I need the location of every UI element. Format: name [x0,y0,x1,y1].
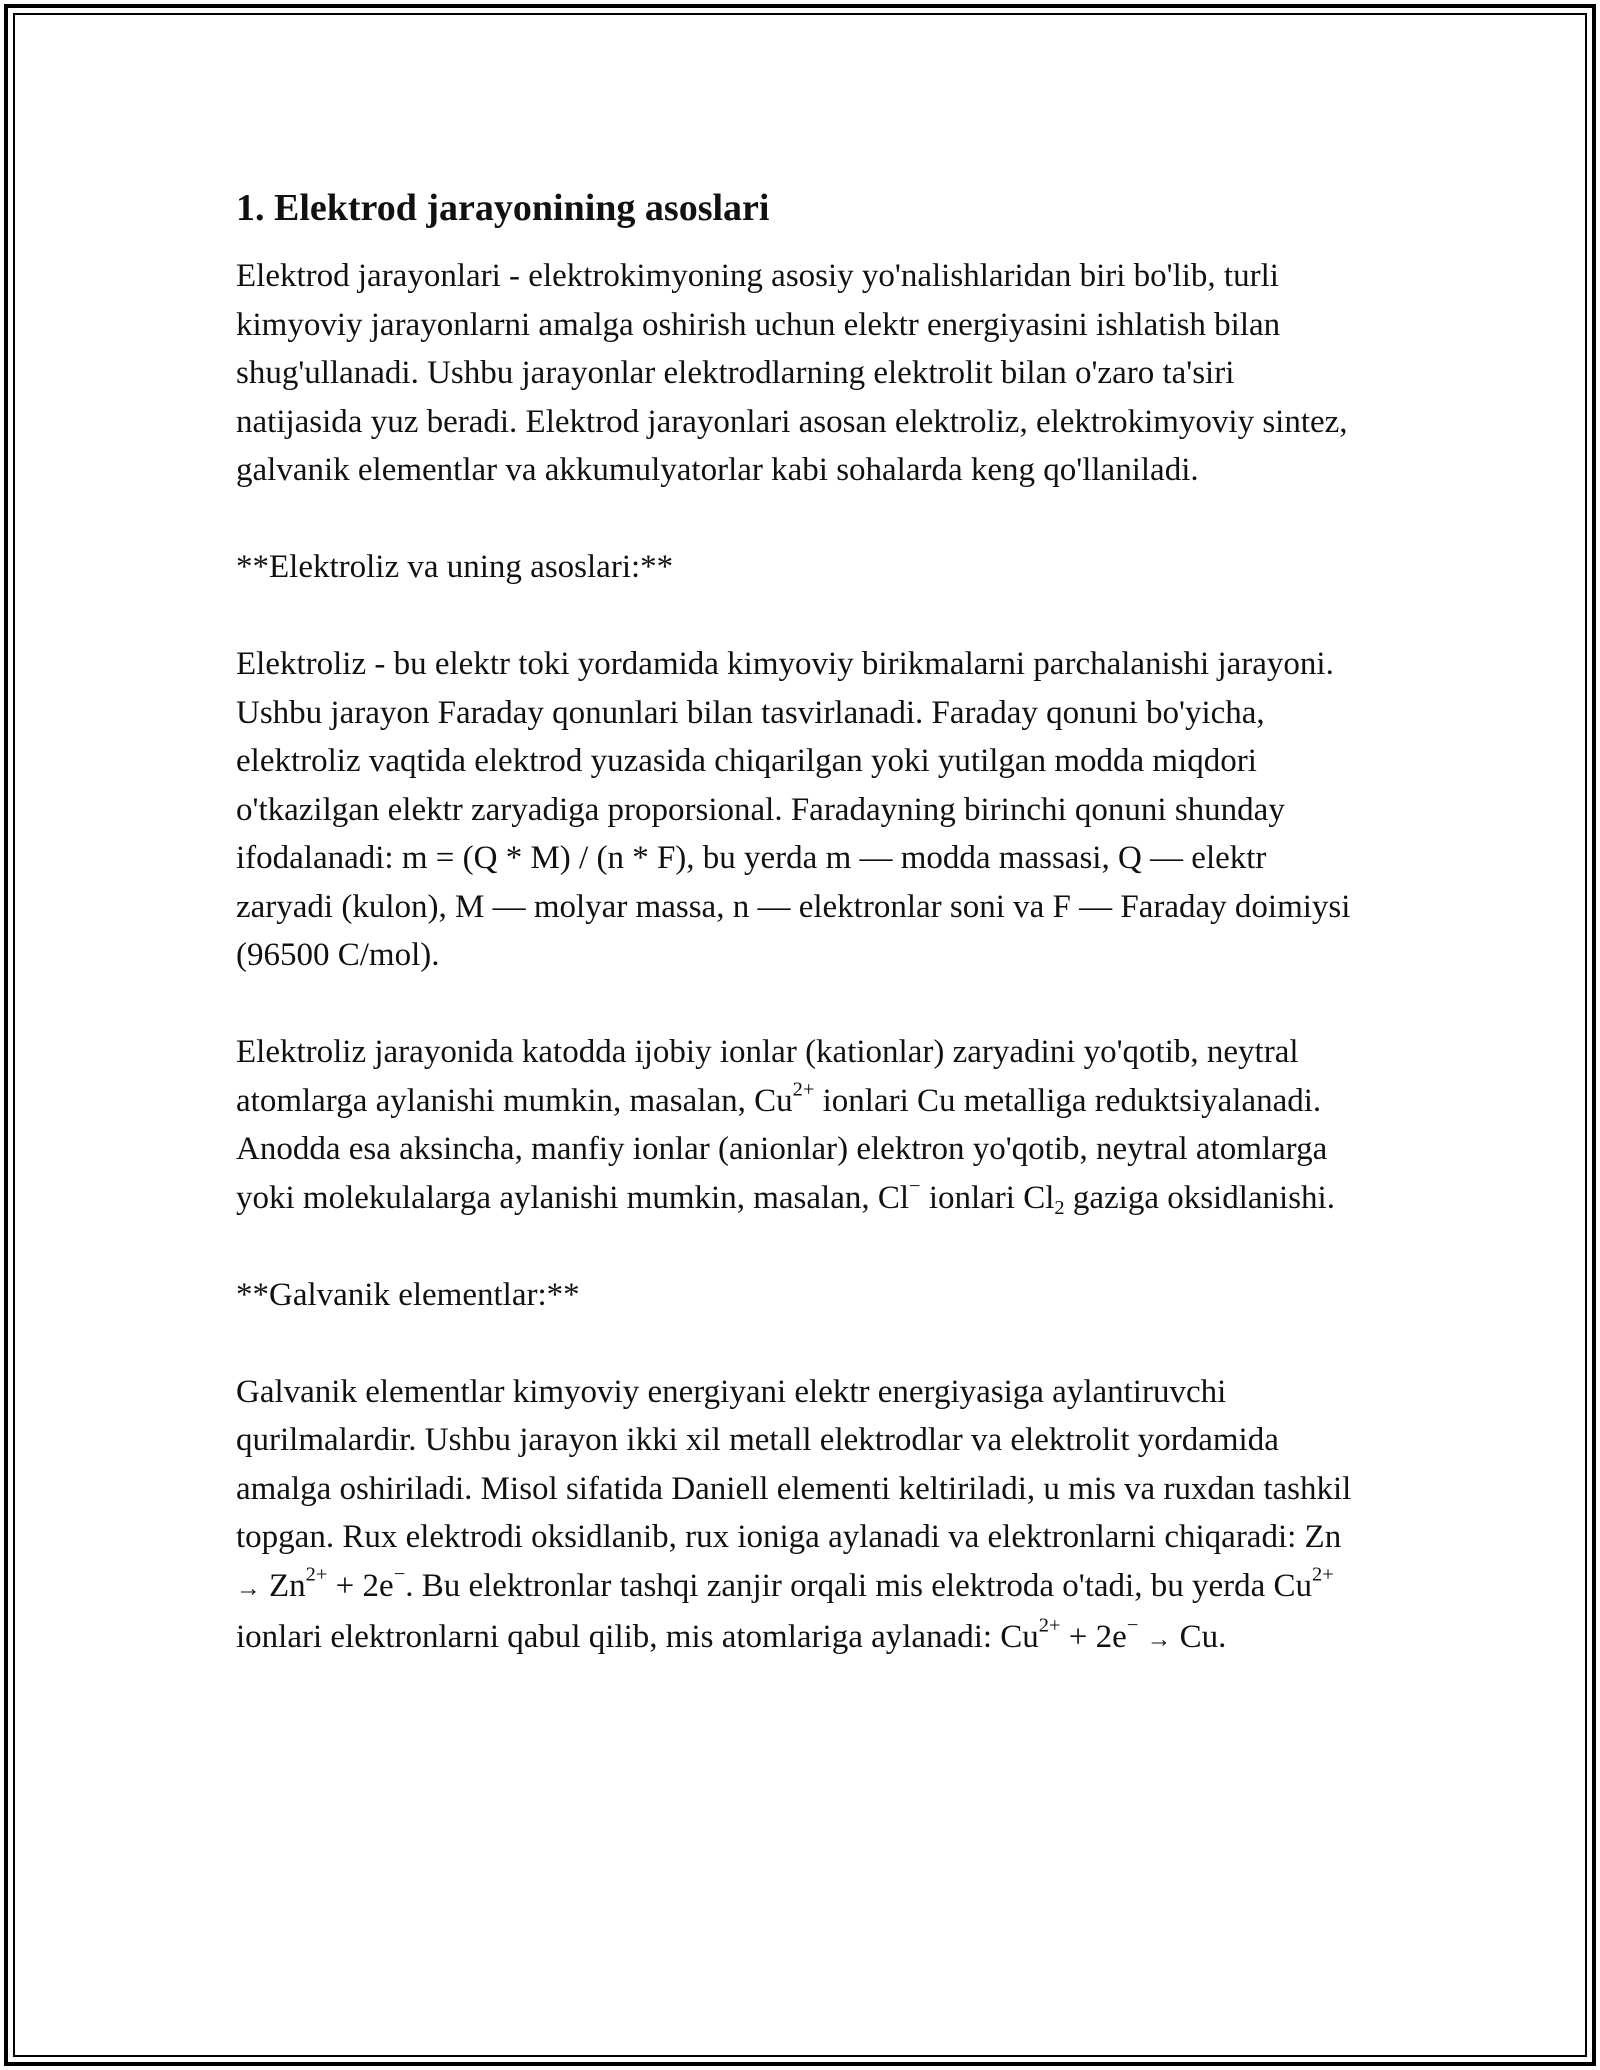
galvanic-subheading: **Galvanik elementlar:** [236,1276,580,1313]
intro-paragraph: Elektrod jarayonlari - elektrokimyoning asosiy yo'nalishlaridan biri bo'lib, turli kimyoviy jarayonlarni amalga oshirish uchun elektr energiyasini ishlatish bilan shug'ullanadi. Ushbu jarayonlar elektrodlarning elektrolit bilan o'zaro ta'siri natijasida yuz beradi. Elektrod jarayonlari asosan elektroliz, elektrokimyoviy sintez, galvanik elementlar va akkumulyatorlar kabi sohalarda keng qo'llaniladi. [236,258,1348,488]
text-run: gaziga oksidlanishi. [1064,1179,1335,1216]
charge-superscript: 2+ [792,1078,815,1101]
text-run: ionlari elektronlarni qabul qilib, mis atomlariga aylanadi: Cu [236,1619,1039,1655]
subscript: 2 [1054,1196,1065,1219]
text-run: ionlari Cl [920,1179,1055,1216]
text-run: . Bu elektronlar tashqi zanjir orqali mis elektroda o'tadi, bu yerda Cu [405,1567,1312,1604]
charge-superscript: − [1126,1614,1139,1637]
arrow-symbol: → [236,1574,261,1602]
text-run: ionlari Cu metalliga reduktsiyalanadi. Anodda esa aksincha, manfiy ionlar (anionlar) elektron yo'qotib, neytral atomlarga yoki molekulalarga aylanishi mumkin, masalan, Cl [236,1082,1328,1216]
text-run: Cu. [1171,1619,1227,1655]
electrolysis-subheading: **Elektroliz va uning asoslari:** [236,549,674,585]
text-run: Galvanik elementlar kimyoviy energiyani elektr energiyasiga aylantiruvchi qurilmalardir. Ushbu jarayon ikki xil metall elektrodlar va elektrolit yordamida amalga oshiriladi. Misol sifatida Daniell elementi keltiriladi, u mis va ruxdan tashkil topgan. Rux elektrodi oksidlanib, rux ioniga aylanadi va elektronlarni chiqaradi: Zn [236,1373,1352,1555]
section-heading: 1. Elektrod jarayonining asoslari [236,187,770,229]
charge-superscript: 2+ [1312,1563,1334,1586]
charge-superscript: 2+ [1038,1614,1061,1637]
electrode-reactions-paragraph [236,1028,1356,1222]
text-run: Elektroliz jarayonida katodda ijobiy ionlar (kationlar) zaryadini yo'qotib, neytral atomlarga aylanishi mumkin, masalan, Cu [236,1034,1299,1119]
galvanic-paragraph [236,1368,1356,1665]
faraday-paragraph: Elektroliz - bu elektr toki yordamida kimyoviy birikmalarni parchalanishi jarayoni. Ushbu jarayon Faraday qonunlari bilan tasvirlanadi. Faraday qonuni bo'yicha, elektroliz vaqtida elektrod yuzasida chiqarilgan yoki yutilgan modda miqdori o'tkazilgan elektr zaryadiga proporsional. Faradayning birinchi qonuni shunday ifodalanadi: m = (Q * M) / (n * F), bu yerda m — modda massasi, Q — elektr zaryadi (kulon), M — molyar massa, n — elektronlar soni va F — Faraday doimiysi (96500 C/mol). [236,646,1351,973]
text-run [1138,1619,1146,1655]
charge-superscript: 2+ [305,1563,328,1586]
text-run: + 2e [327,1567,394,1604]
arrow-symbol: → [1146,1626,1172,1653]
text-run: Zn [260,1567,306,1604]
charge-superscript: − [393,1563,406,1586]
charge-superscript: − [909,1175,921,1198]
text-run: + 2e [1060,1619,1127,1655]
document-body [236,184,1356,1713]
